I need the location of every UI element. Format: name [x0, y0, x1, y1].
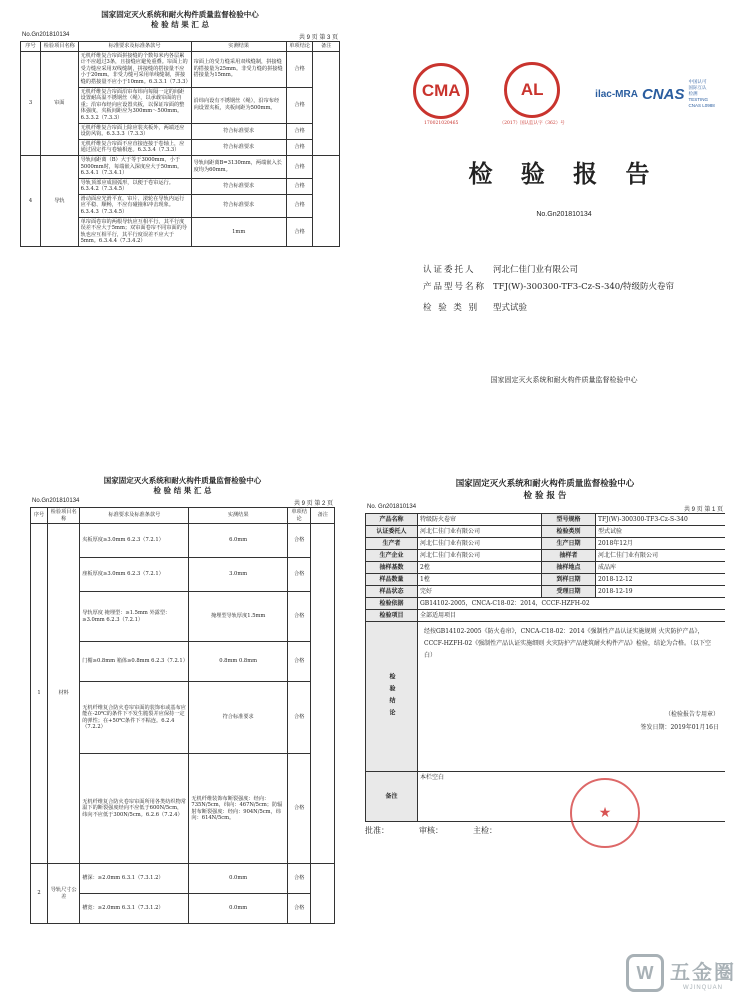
conclusion-cell: 合格: [287, 592, 311, 642]
result-cell: 0.0mm: [189, 864, 287, 894]
col-header: 序号: [31, 508, 48, 524]
result-cell: 0.8mm 0.8mm: [189, 642, 287, 682]
cal-logo: AL （2017）国认监认字（362）号: [500, 62, 565, 126]
col-header: 检验项目名称: [48, 508, 80, 524]
report-number: No.Gn201810134: [22, 32, 70, 38]
results-summary-page-2: [30, 476, 335, 974]
table-row: [31, 524, 335, 558]
wujinquan-icon: W: [626, 954, 664, 992]
report-number: No.Gn201810134: [32, 498, 80, 504]
conclusion-cell: 合格: [286, 51, 313, 87]
table-row: 生产企业 河北仁佳门业有限公司 抽样者 河北仁佳门业有限公司: [366, 550, 726, 562]
report-number: No.Gn201810134: [536, 211, 592, 218]
remark-cell: [313, 51, 340, 155]
table-row: [31, 864, 335, 894]
result-cell: 3.0mm: [189, 558, 287, 592]
page-count: 共 9 页 第 1 页: [683, 507, 723, 513]
ilac-mra-icon: ilac-MRA: [595, 88, 638, 100]
table-row: 检验项目 全部适用项目: [366, 610, 726, 622]
item-cell: 导轨尺寸公差: [48, 864, 80, 924]
results-summary-page-3: [20, 10, 340, 460]
req-cell: 无机纤维复合防火卷帘帘面所用各类纺织物常温下的断裂强度经向不应低于600N/5cm，纬向不应低于300N/5cm。6.2.6（7.2.4）: [80, 754, 189, 864]
report-title: 检 验 报 告: [468, 159, 660, 188]
conclusion-cell: 合格: [286, 123, 313, 139]
report-number: No. Gn201810134: [367, 504, 417, 510]
req-cell: 无机纤维复合帘面拼接缝的个数每米内各层累计不应超过3条，且接缝应避免重叠。帘面上的受力缝应采用双线缝制，拼接缝的搭接量不应小于20mm。非受力缝可采用单线缝制，拼接缝的搭接量不应小于10mm。6.3.3.1（7.3.3）: [78, 51, 191, 87]
req-cell: 无机纤维复合防火卷帘帘面的装饰布或基布应能在-20℃的条件下不发生脆裂并应保持一定的弹性；在+50℃条件下不粘连。6.2.4（7.2.2）: [80, 682, 189, 754]
report-info: [423, 262, 750, 317]
col-header: 检验项目名称: [40, 42, 78, 52]
result-cell: 帘面上的受力缝采用双线缝制，拼接缝的搭接量为25mm。非受力缝的拼接缝搭接量为15mm。: [191, 51, 286, 87]
result-cell: 符合标准要求: [189, 682, 287, 754]
item-cell: 材料: [48, 524, 80, 864]
table-row: 样品状态 完好 受理日期 2018-12-19: [366, 586, 726, 598]
table-row: 样品数量 1樘 到样日期 2018-12-12: [366, 574, 726, 586]
conclusion-cell: 合格: [287, 864, 311, 894]
col-header: 标准要求及标准条款号: [80, 508, 189, 524]
type-value: 型式试验: [493, 303, 528, 313]
conclusion-cell: 合格: [287, 524, 311, 558]
test-label: 主检：: [473, 826, 497, 835]
conclusion-cell: 合格: [287, 558, 311, 592]
table-row: 生产者 河北仁佳门业有限公司 生产日期 2018年12月: [366, 538, 726, 550]
table-row: [21, 155, 340, 178]
req-cell: 无机纤维复合帘面沿帘布纬向每隔一定的间距设置耐高温不锈钢丝（绳），以承载帘面的自重；沿帘布经向应设置夹板，以保证帘面的整体强度，夹板间距应为300mm～500mm。6.3.3.2（7.3.3）: [78, 87, 191, 123]
col-header: 备注: [313, 42, 340, 52]
req-cell: 滑动面应光滑平直，帘片、滚轮在导轨内运行应平稳、顺畅，不应有碰撞和冲击现象。6.3.4.3（7.3.4.5）: [78, 194, 191, 217]
conclusion-cell: 合格: [287, 682, 311, 754]
result-cell: 0.0mm: [189, 894, 287, 924]
page-count: 共 9 页 第 3 页: [298, 35, 338, 41]
req-cell: 槽宽：≥2.0mm 6.3.1（7.3.1.2）: [80, 894, 189, 924]
req-cell: 导轨间距离（B）大于等于3000mm，小于5000mm时，每端嵌入深度应大于50mm。6.3.4.1（7.3.4.1）: [78, 155, 191, 178]
official-seal-icon: ★: [570, 778, 640, 848]
req-cell: 无机纤维复合帘面不应直接连接于卷轴上，应通过固定件与卷轴相连。6.3.3.4（7.3.3）: [78, 139, 191, 155]
results-table: [30, 507, 335, 924]
sign-date: 签发日期：2019年01月16日: [640, 724, 719, 731]
col-header: 备注: [311, 508, 335, 524]
review-label: 审核：: [419, 826, 443, 835]
seq-cell: 4: [21, 155, 41, 246]
result-cell: 无机纤维装饰布断裂强度：经向：735N/5cm，纬向：467N/5cm；防辐射布断裂强度：经向：904N/5cm，纬向：614N/5cm。: [189, 754, 287, 864]
result-cell: 6.0mm: [189, 524, 287, 558]
col-header: 单项结论: [286, 42, 313, 52]
table-row: 产品名称 特级防火卷帘 型号规格 TFJ(W)-300300-TF3-Cz-S-340: [366, 514, 726, 526]
cnas-icon: CNAS: [641, 85, 685, 103]
col-header: 序号: [21, 42, 41, 52]
type-label: 检 验 类 别: [423, 303, 480, 313]
watermark-logo: W 五金圈 WJINQUAN: [626, 954, 736, 992]
table-row: 备注 本栏空白: [366, 772, 726, 822]
col-header: 实测结果: [191, 42, 286, 52]
signature-row: [365, 825, 725, 836]
result-cell: 沿纬向设有不锈钢丝（绳），沿帘布经向设置夹板，夹板间距为500mm。: [191, 87, 286, 123]
test-report-page-1: [365, 478, 725, 950]
conclusion-cell: 合格: [286, 139, 313, 155]
result-cell: 符合标准要求: [191, 178, 286, 194]
approve-label: 批准：: [365, 826, 389, 835]
result-cell: 符合标准要求: [191, 194, 286, 217]
client-value: 河北仁佳门业有限公司: [493, 265, 579, 275]
model-value: TFJ(W)-300300-TF3-Cz-S-340/特级防火卷帘: [493, 282, 675, 292]
accreditation-logos: [378, 62, 750, 126]
req-cell: 槽深：≥2.0mm 6.3.1（7.3.1.2）: [80, 864, 189, 894]
result-cell: 1mm: [191, 217, 286, 246]
req-cell: 单帘面卷帘的两根导轨应互相平行，其平行度误差不应大于5mm；双帘面卷帘不同帘面的导轨也应互相平行，其平行度误差不应大于5mm。6.3.4.4（7.3.4.2）: [78, 217, 191, 246]
table-row: 检验依据 GB14102-2005，CNCA-C18-02：2014，CCCF-HZFH-02: [366, 598, 726, 610]
seq-cell: 1: [31, 524, 48, 864]
req-cell: 门楣≥0.8mm 箱体≥0.8mm 6.2.3（7.2.1）: [80, 642, 189, 682]
seq-cell: 2: [31, 864, 48, 924]
conclusion-row: 检验结论 经按GB14102-2005《防火卷帘》，CNCA-C18-02：2014《强制性产品认证实施规则 火灾防护产品》，CCCF-HZFH-02《强制性产品认证实施细则 火灾防护产品建筑耐火构件产品》检验，结论为合格。（以下空白） （检验报告专用章） 签发日期：2019年01月16日: [366, 622, 726, 772]
conclusion-cell: 合格: [286, 178, 313, 194]
org-title: 国家固定灭火系统和耐火构件质量监督检验中心: [103, 476, 262, 485]
cma-logo: CMA 170021020465: [413, 63, 469, 126]
item-cell: 导轨: [40, 155, 78, 246]
page-title: 检 验 结 果 汇 总: [150, 20, 210, 29]
seq-cell: 3: [21, 51, 41, 155]
stamp-caption: （检验报告专用章）: [664, 711, 719, 718]
report-cover: [378, 40, 750, 430]
result-cell: 符合标准要求: [191, 123, 286, 139]
report-table: [365, 513, 725, 822]
remark-cell: [313, 155, 340, 246]
result-cell: 导轨间距离B=3130mm，两端嵌入长度均为60mm。: [191, 155, 286, 178]
result-cell: 符合标准要求: [191, 139, 286, 155]
col-header: 实测结果: [189, 508, 287, 524]
conclusion-cell: 合格: [286, 217, 313, 246]
conclusion-cell: 合格: [287, 754, 311, 864]
conclusion-cell: 合格: [286, 87, 313, 123]
req-cell: 夹板厚度≥3.0mm 6.2.3（7.2.1）: [80, 524, 189, 558]
page-title: 检 验 结 果 汇 总: [153, 486, 212, 495]
table-row: 认证委托人 河北仁佳门业有限公司 检验类别 型式试验: [366, 526, 726, 538]
col-header: 单项结论: [287, 508, 311, 524]
conclusion-cell: 合格: [287, 894, 311, 924]
req-cell: 导轨厚度 掩埋型：≥1.5mm 外露型：≥3.0mm 6.2.3（7.2.1）: [80, 592, 189, 642]
req-cell: 座板厚度≥3.0mm 6.2.3（7.2.1）: [80, 558, 189, 592]
client-label: 认证委托人: [423, 265, 476, 275]
page-count: 共 9 页 第 2 页: [293, 501, 333, 507]
conclusion-cell: 合格: [287, 642, 311, 682]
org-title: 国家固定灭火系统和耐火构件质量监督检验中心: [455, 479, 635, 489]
col-header: 标准要求及标准条款号: [78, 42, 191, 52]
table-row: 抽样基数 2樘 抽样地点 成品库: [366, 562, 726, 574]
results-table: [20, 41, 340, 247]
model-label: 产品型号名称: [423, 282, 487, 292]
item-cell: 帘面: [40, 51, 78, 155]
conclusion-cell: 合格: [286, 194, 313, 217]
issuer-name: 国家固定灭火系统和耐火构件质量监督检验中心: [490, 376, 638, 384]
table-row: [21, 51, 340, 87]
remark-cell: [311, 524, 335, 864]
org-title: 国家固定灭火系统和耐火构件质量监督检验中心: [101, 10, 259, 19]
req-cell: 无机纤维复合帘面上除应装夹板外，两端还应设防风钩。6.3.3.3（7.3.3）: [78, 123, 191, 139]
remark-cell: [311, 864, 335, 924]
ilac-cnas-logo: ilac-MRA CNAS 中国认可 国际互认 检测 TESTING CNAS L0988: [595, 79, 715, 108]
conclusion-text: 经按GB14102-2005《防火卷帘》，CNCA-C18-02：2014《强制性产品认证实施规则 火灾防护产品》，CCCF-HZFH-02《强制性产品认证实施细则 火灾防护产品建筑耐火构件产品》检验，结论为合格。（以下空白）: [424, 628, 712, 659]
result-cell: 掩埋型导轨厚度1.5mm: [189, 592, 287, 642]
page-title: 检 验 报 告: [523, 491, 567, 501]
conclusion-cell: 合格: [286, 155, 313, 178]
req-cell: 导轨顶部应成圆弧形，以便于卷帘运行。6.3.4.2（7.3.4.5）: [78, 178, 191, 194]
